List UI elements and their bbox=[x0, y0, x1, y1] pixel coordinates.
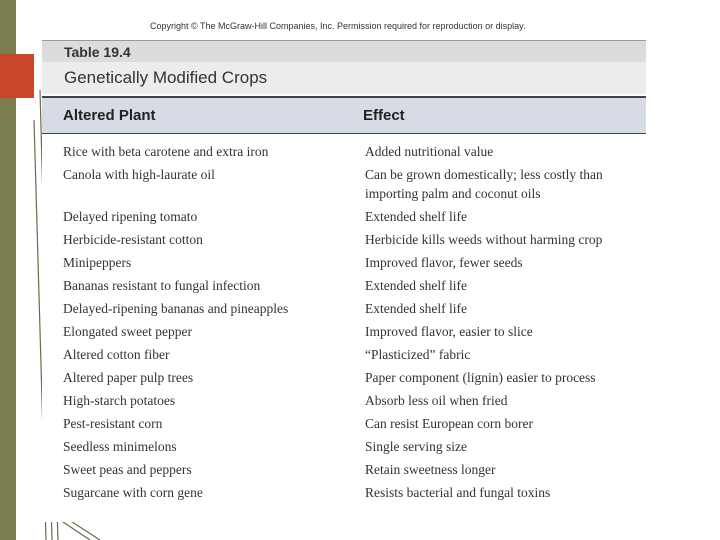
column-header-effect: Effect bbox=[363, 107, 405, 124]
table-title: Genetically Modified Crops bbox=[42, 62, 646, 94]
effect-cell: Can resist European corn borer bbox=[365, 416, 533, 431]
altered-plant-cell: Minipeppers bbox=[63, 255, 132, 270]
effect-cell: Extended shelf life bbox=[365, 301, 467, 316]
table-row bbox=[42, 483, 646, 506]
table-row bbox=[42, 322, 646, 345]
table-row bbox=[42, 253, 646, 276]
altered-plant-cell: Altered paper pulp trees bbox=[63, 370, 194, 385]
effect-cell: “Plasticized” fabric bbox=[365, 347, 471, 362]
effect-cell: Improved flavor, easier to slice bbox=[365, 324, 533, 339]
altered-plant-cell: Herbicide-resistant cotton bbox=[63, 232, 203, 247]
effect-cell: Paper component (lignin) easier to process bbox=[365, 370, 596, 385]
table-row bbox=[42, 437, 646, 460]
altered-plant-cell: Altered cotton fiber bbox=[63, 347, 170, 362]
table-row bbox=[42, 207, 646, 230]
table-row bbox=[42, 276, 646, 299]
table-row bbox=[42, 460, 646, 483]
table-row bbox=[42, 414, 646, 437]
effect-cell: Resists bacterial and fungal toxins bbox=[365, 485, 551, 500]
effect-cell: Absorb less oil when fried bbox=[365, 393, 508, 408]
effect-cell: Improved flavor, fewer seeds bbox=[365, 255, 523, 270]
table-number: Table 19.4 bbox=[42, 40, 646, 62]
effect-cell: Herbicide kills weeds without harming crop bbox=[365, 232, 603, 247]
effect-cell: Can be grown domestically; less costly than importing palm and coconut oils bbox=[365, 167, 603, 201]
table-header bbox=[42, 96, 646, 134]
table-row bbox=[42, 165, 646, 207]
altered-plant-cell: Sugarcane with corn gene bbox=[63, 485, 203, 500]
altered-plant-cell: Bananas resistant to fungal infection bbox=[63, 278, 261, 293]
copyright-notice: Copyright © The McGraw-Hill Companies, Inc. Permission required for reproduction or display. bbox=[150, 21, 526, 31]
table-row bbox=[42, 142, 646, 165]
effect-cell: Extended shelf life bbox=[365, 209, 467, 224]
altered-plant-cell: Sweet peas and peppers bbox=[63, 462, 192, 477]
altered-plant-cell: Delayed ripening tomato bbox=[63, 209, 198, 224]
altered-plant-cell: Pest-resistant corn bbox=[63, 416, 163, 431]
effect-cell: Added nutritional value bbox=[365, 144, 494, 159]
column-header-altered-plant: Altered Plant bbox=[63, 107, 156, 124]
altered-plant-cell: Delayed-ripening bananas and pineapples bbox=[63, 301, 289, 316]
red-accent-tab bbox=[0, 54, 34, 98]
altered-plant-cell: Canola with high-laurate oil bbox=[63, 167, 215, 182]
table-row bbox=[42, 391, 646, 414]
effect-cell: Extended shelf life bbox=[365, 278, 467, 293]
table-page bbox=[42, 18, 662, 522]
altered-plant-cell: Seedless minimelons bbox=[63, 439, 177, 454]
table-row bbox=[42, 299, 646, 322]
altered-plant-cell: Elongated sweet pepper bbox=[63, 324, 192, 339]
table-row bbox=[42, 345, 646, 368]
table-row bbox=[42, 368, 646, 391]
table-body bbox=[42, 142, 646, 506]
altered-plant-cell: Rice with beta carotene and extra iron bbox=[63, 144, 269, 159]
altered-plant-cell: High-starch potatoes bbox=[63, 393, 176, 408]
effect-cell: Retain sweetness longer bbox=[365, 462, 496, 477]
table-row bbox=[42, 230, 646, 253]
effect-cell: Single serving size bbox=[365, 439, 467, 454]
